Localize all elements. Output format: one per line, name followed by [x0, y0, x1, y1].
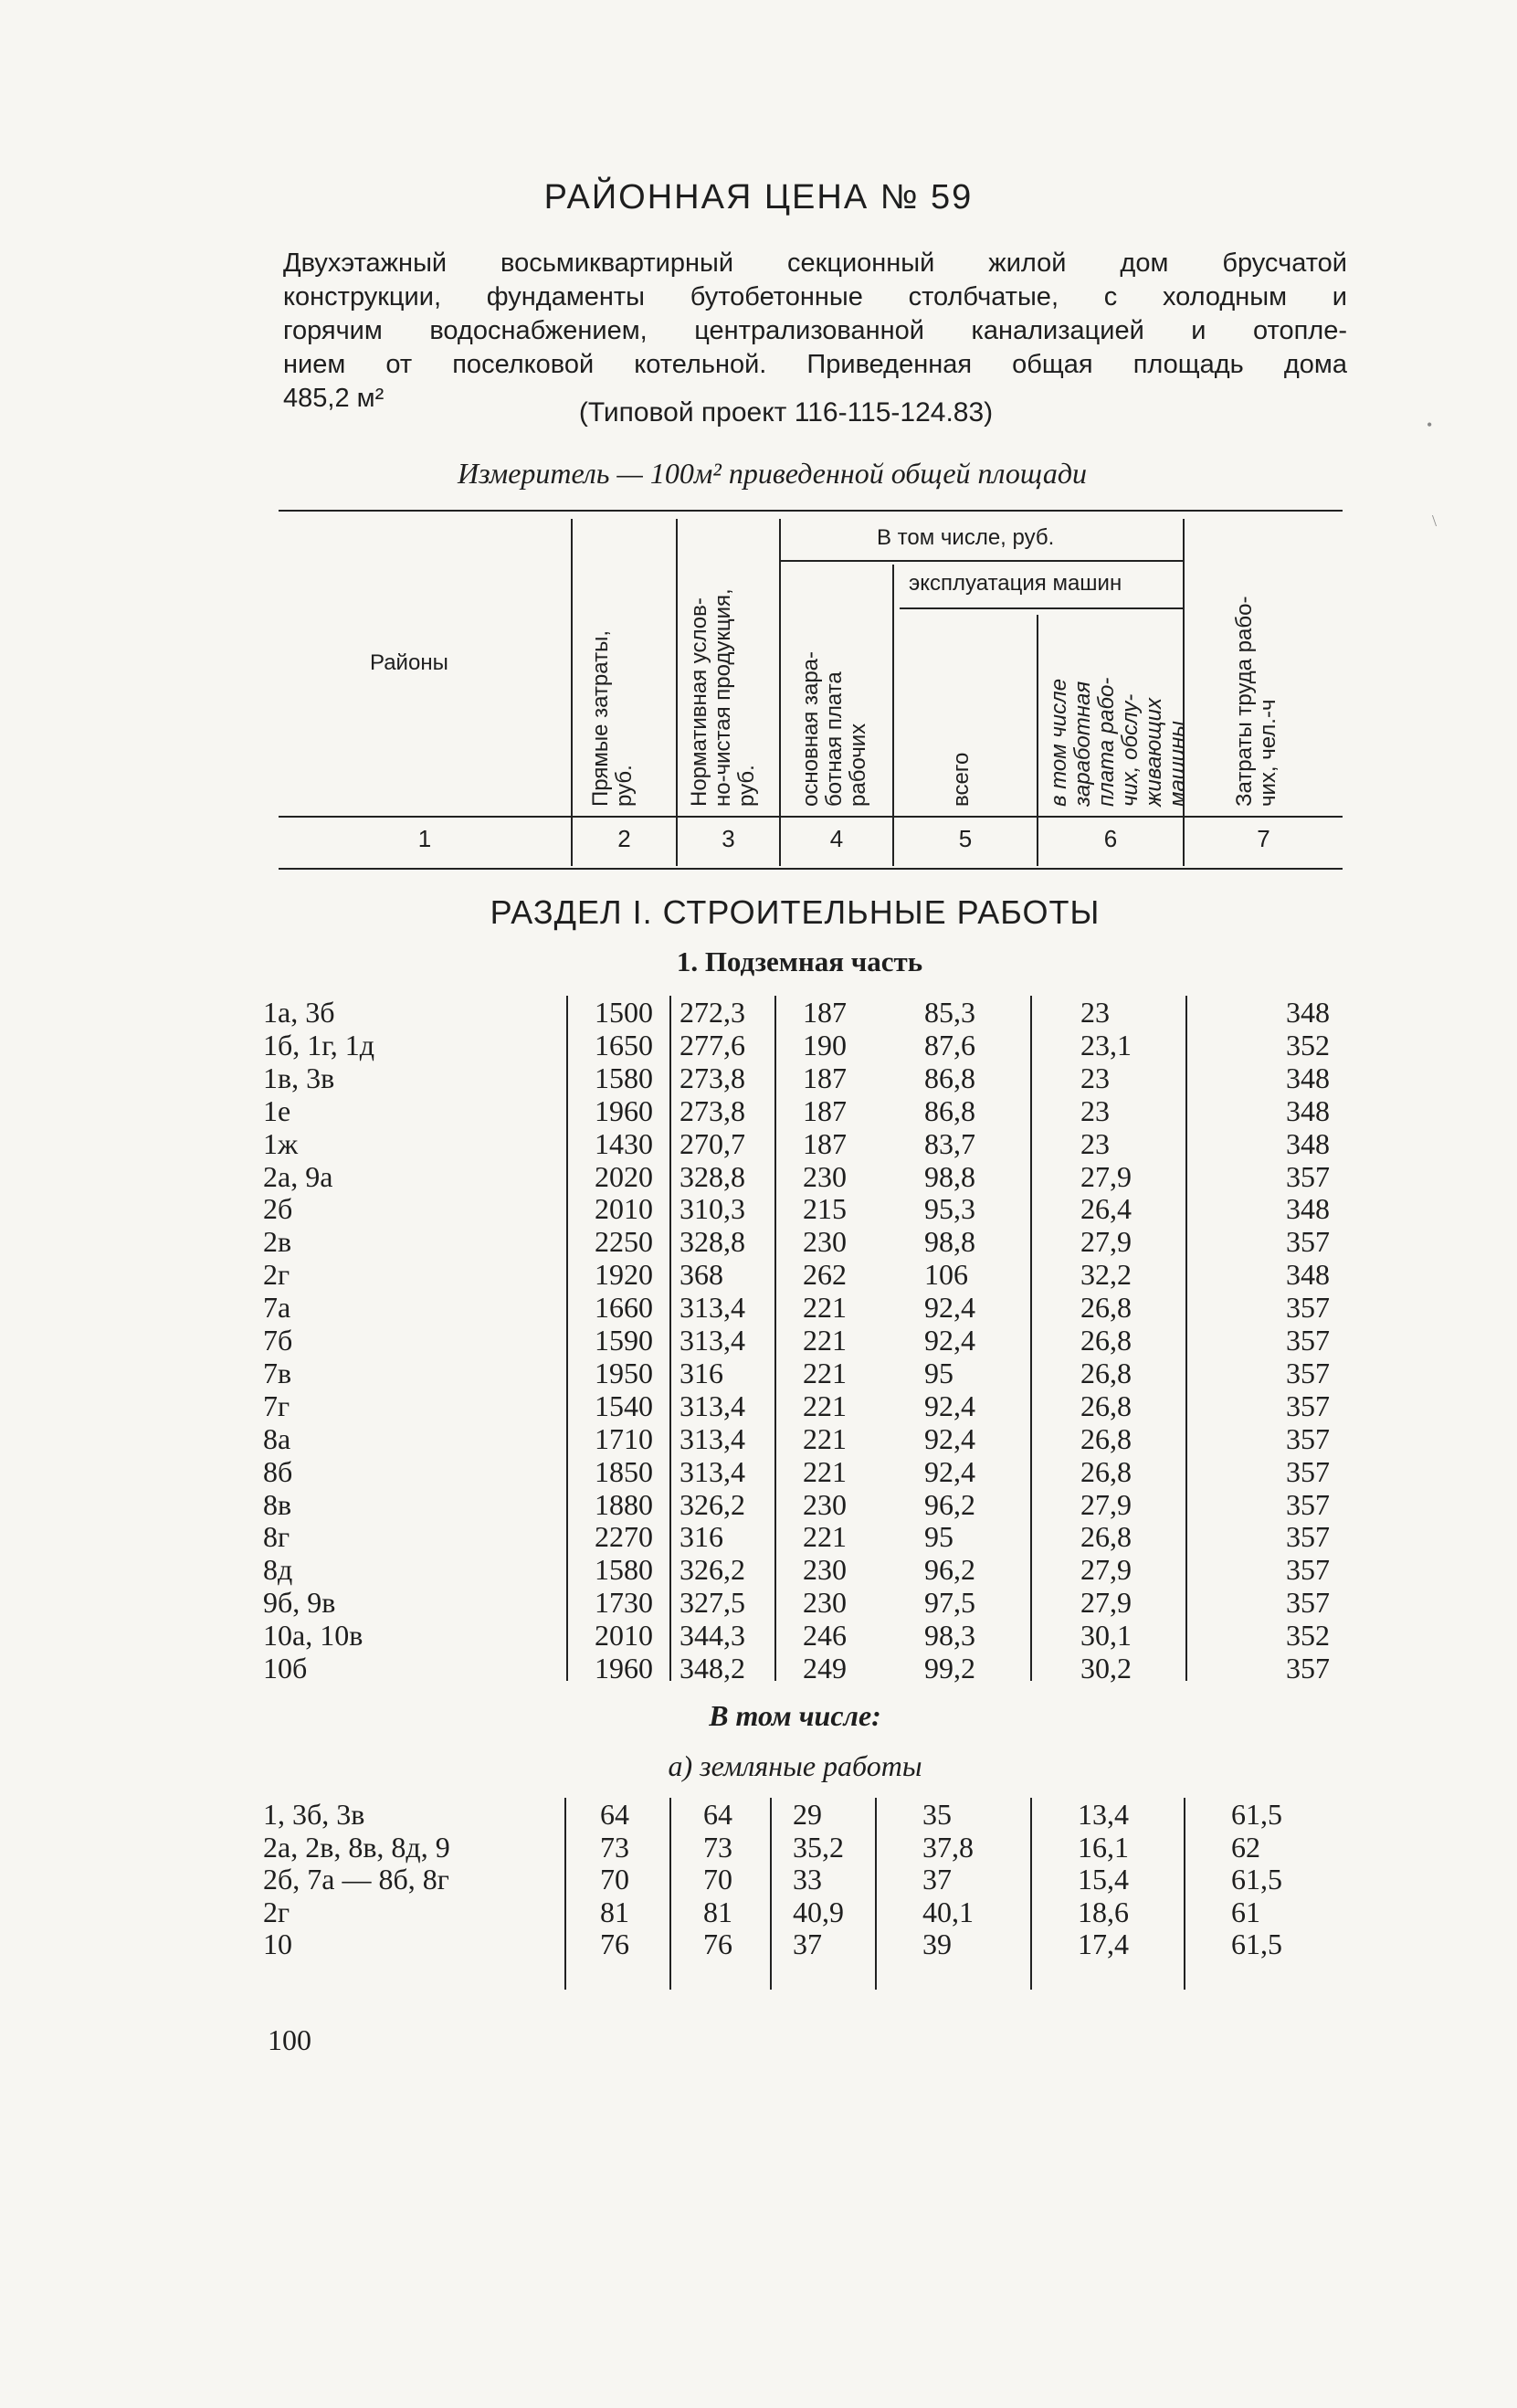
- table-cell: 1880: [595, 1487, 653, 1521]
- table-cell: 9б, 9в: [263, 1586, 336, 1620]
- table-cell: 18,6: [1078, 1895, 1129, 1928]
- table-cell: 8г: [263, 1520, 290, 1554]
- table-cell: 26,4: [1080, 1192, 1132, 1226]
- table-cell: 23: [1080, 1126, 1110, 1160]
- table-cell: 328,8: [679, 1225, 745, 1259]
- table-cell: 37,8: [922, 1830, 974, 1864]
- column-number: 2: [617, 825, 631, 852]
- table-cell: 7в: [263, 1356, 292, 1389]
- table-cell: 326,2: [679, 1553, 745, 1587]
- measure-unit: Измеритель — 100м² приведенной общей площади: [457, 457, 1088, 490]
- section-title: РАЗДЕЛ I. СТРОИТЕЛЬНЫЕ РАБОТЫ: [490, 893, 1101, 931]
- table-row: [263, 1831, 1341, 1864]
- table-cell: 313,4: [679, 1421, 745, 1455]
- table-cell: 81: [600, 1895, 629, 1928]
- table-cell: 23: [1080, 996, 1110, 1029]
- table-cell: 26,8: [1080, 1389, 1132, 1422]
- table-cell: 61,5: [1231, 1798, 1282, 1831]
- table-cell: 357: [1286, 1421, 1330, 1455]
- table-cell: 26,8: [1080, 1454, 1132, 1488]
- table-cell: 348: [1286, 1061, 1330, 1094]
- table-cell: 7а: [263, 1291, 291, 1325]
- table-cell: 64: [703, 1798, 732, 1831]
- table-cell: 1ж: [263, 1126, 299, 1160]
- table-cell: 262: [803, 1258, 847, 1292]
- subgroup-rule: [900, 607, 1183, 609]
- table-cell: 221: [803, 1520, 847, 1554]
- table-cell: 76: [600, 1927, 629, 1960]
- header-machines: эксплуатация машин: [909, 571, 1122, 596]
- table-cell: 23: [1080, 1061, 1110, 1094]
- table-row: [263, 1927, 1341, 1960]
- table-cell: 2б: [263, 1192, 293, 1226]
- table-cell: 344,3: [679, 1619, 745, 1653]
- table-cell: 310,3: [679, 1192, 745, 1226]
- header-direct-costs: Прямые затраты, руб.: [588, 630, 637, 807]
- table-cell: 35,2: [793, 1830, 844, 1864]
- table-cell: 357: [1286, 1520, 1330, 1554]
- table-row: [263, 1896, 1341, 1928]
- table-cell: 87,6: [924, 1028, 975, 1061]
- table-cell: 221: [803, 1356, 847, 1389]
- table-cell: 2г: [263, 1895, 290, 1928]
- table-cell: 230: [803, 1225, 847, 1259]
- table-cell: 230: [803, 1159, 847, 1193]
- table-cell: 13,4: [1078, 1798, 1129, 1831]
- table-cell: 187: [803, 996, 847, 1029]
- table-cell: 61,5: [1231, 1927, 1282, 1960]
- description-line: горячим водоснабжением, централизованной канализацией и отопле-: [283, 316, 1347, 345]
- table-cell: 357: [1286, 1225, 1330, 1259]
- group-rule: [781, 560, 1183, 562]
- table-cell: 92,4: [924, 1324, 975, 1357]
- table-cell: 1660: [595, 1291, 653, 1325]
- table-cell: 29: [793, 1798, 822, 1831]
- column-number: 3: [722, 825, 735, 852]
- table-cell: 1960: [595, 1093, 653, 1127]
- table-cell: 357: [1286, 1324, 1330, 1357]
- table-cell: 7б: [263, 1324, 293, 1357]
- table-cell: 16,1: [1078, 1830, 1129, 1864]
- table-cell: 17,4: [1078, 1927, 1129, 1960]
- table-cell: 1430: [595, 1126, 653, 1160]
- header-top-rule: [279, 510, 1343, 512]
- table-cell: 92,4: [924, 1389, 975, 1422]
- header-net-production: Нормативная услов- но-чистая продукция, руб.: [687, 588, 759, 807]
- table-cell: 348: [1286, 996, 1330, 1029]
- table-cell: 86,8: [924, 1061, 975, 1094]
- table-cell: 277,6: [679, 1028, 745, 1061]
- column-number: 7: [1257, 825, 1270, 852]
- table-cell: 70: [703, 1863, 732, 1896]
- table-cell: 316: [679, 1356, 723, 1389]
- table-cell: 1730: [595, 1586, 653, 1620]
- table-cell: 8б: [263, 1454, 293, 1488]
- scan-speck: \: [1432, 512, 1438, 530]
- table-row: [263, 1520, 1341, 1553]
- header-base-wage: основная зара- ботная плата рабочих: [798, 650, 870, 807]
- table-cell: 187: [803, 1093, 847, 1127]
- table-cell: 1е: [263, 1093, 291, 1127]
- table-cell: 70: [600, 1863, 629, 1896]
- table-cell: 1650: [595, 1028, 653, 1061]
- table-cell: 64: [600, 1798, 629, 1831]
- table-cell: 27,9: [1080, 1586, 1132, 1620]
- table-cell: 26,8: [1080, 1291, 1132, 1325]
- table-cell: 221: [803, 1291, 847, 1325]
- table-row: [263, 1258, 1341, 1291]
- table-cell: 40,1: [922, 1895, 974, 1928]
- table-cell: 1б, 1г, 1д: [263, 1028, 375, 1061]
- table-cell: 328,8: [679, 1159, 745, 1193]
- header-labor: Затраты труда рабо- чих, чел.-ч: [1232, 596, 1280, 807]
- table-cell: 106: [924, 1258, 968, 1292]
- header-regions: Районы: [370, 650, 448, 675]
- table-cell: 85,3: [924, 996, 975, 1029]
- table-cell: 26,8: [1080, 1356, 1132, 1389]
- table-cell: 10а, 10в: [263, 1619, 363, 1653]
- table-cell: 221: [803, 1454, 847, 1488]
- table-cell: 187: [803, 1126, 847, 1160]
- table-cell: 8в: [263, 1487, 292, 1521]
- table-cell: 40,9: [793, 1895, 844, 1928]
- table-cell: 92,4: [924, 1291, 975, 1325]
- table-cell: 8а: [263, 1421, 291, 1455]
- table-cell: 61: [1231, 1895, 1260, 1928]
- table-row: [263, 1324, 1341, 1357]
- table-cell: 81: [703, 1895, 732, 1928]
- table-cell: 2010: [595, 1192, 653, 1226]
- col-divider: [892, 565, 894, 866]
- including-title: В том числе:: [709, 1699, 881, 1732]
- table-cell: 2270: [595, 1520, 653, 1554]
- column-number: 4: [829, 825, 844, 852]
- table-row: [263, 1652, 1341, 1685]
- table-cell: 35: [922, 1798, 952, 1831]
- scan-speck: •: [1427, 416, 1433, 434]
- page-title: РАЙОННАЯ ЦЕНА № 59: [543, 178, 974, 217]
- table-cell: 27,9: [1080, 1159, 1132, 1193]
- table-cell: 357: [1286, 1389, 1330, 1422]
- table-row: [263, 1291, 1341, 1324]
- table-row: [263, 1357, 1341, 1389]
- table-cell: 27,9: [1080, 1553, 1132, 1587]
- table-cell: 2в: [263, 1225, 292, 1259]
- table-cell: 39: [922, 1927, 952, 1960]
- table-cell: 1960: [595, 1652, 653, 1685]
- table-cell: 273,8: [679, 1093, 745, 1127]
- table-cell: 313,4: [679, 1324, 745, 1357]
- table-cell: 76: [703, 1927, 732, 1960]
- header-group: В том числе, руб.: [877, 525, 1055, 550]
- table-cell: 33: [793, 1863, 822, 1896]
- table-cell: 221: [803, 1324, 847, 1357]
- table-cell: 1850: [595, 1454, 653, 1488]
- table-row: [263, 1061, 1341, 1094]
- table-cell: 357: [1286, 1487, 1330, 1521]
- table-row: [263, 1225, 1341, 1258]
- table-cell: 221: [803, 1389, 847, 1422]
- table-cell: 357: [1286, 1454, 1330, 1488]
- header-machines-total: всего: [949, 752, 974, 807]
- table-cell: 26,8: [1080, 1324, 1132, 1357]
- table-cell: 273,8: [679, 1061, 745, 1094]
- table-cell: 15,4: [1078, 1863, 1129, 1896]
- table-row: [263, 1619, 1341, 1652]
- table-row: [263, 1488, 1341, 1521]
- table-cell: 357: [1286, 1291, 1330, 1325]
- table-cell: 2010: [595, 1619, 653, 1653]
- table-cell: 230: [803, 1487, 847, 1521]
- table-cell: 95,3: [924, 1192, 975, 1226]
- description: [283, 247, 1347, 416]
- table-cell: 23,1: [1080, 1028, 1132, 1061]
- table-cell: 99,2: [924, 1652, 975, 1685]
- table-cell: 73: [600, 1830, 629, 1864]
- table-cell: 1540: [595, 1389, 653, 1422]
- table-cell: 2а, 2в, 8в, 8д, 9: [263, 1830, 450, 1864]
- table-cell: 316: [679, 1520, 723, 1554]
- table-cell: 2а, 9а: [263, 1159, 333, 1193]
- table-cell: 230: [803, 1553, 847, 1587]
- table-cell: 348: [1286, 1192, 1330, 1226]
- table-cell: 187: [803, 1061, 847, 1094]
- table-row: [263, 1553, 1341, 1586]
- table-cell: 357: [1286, 1553, 1330, 1587]
- table-row: [263, 1160, 1341, 1193]
- table-cell: 190: [803, 1028, 847, 1061]
- table-cell: 368: [679, 1258, 723, 1292]
- table-cell: 27,9: [1080, 1487, 1132, 1521]
- table-cell: 96,2: [924, 1487, 975, 1521]
- table-cell: 221: [803, 1421, 847, 1455]
- numbers-bottom-rule: [279, 868, 1343, 870]
- table-cell: 95: [924, 1520, 953, 1554]
- col-divider: [676, 519, 678, 866]
- table-cell: 352: [1286, 1619, 1330, 1653]
- table-row: [263, 1798, 1341, 1831]
- table-cell: 2б, 7а — 8б, 8г: [263, 1863, 449, 1896]
- table-row: [263, 1127, 1341, 1160]
- table-row: [263, 1389, 1341, 1422]
- table-row: [263, 1455, 1341, 1488]
- earthworks-table: [263, 1798, 1341, 1999]
- table-cell: 26,8: [1080, 1520, 1132, 1554]
- table-cell: 348: [1286, 1258, 1330, 1292]
- table-cell: 10б: [263, 1652, 308, 1685]
- table-row: [263, 1586, 1341, 1619]
- table-cell: 348,2: [679, 1652, 745, 1685]
- table-cell: 92,4: [924, 1454, 975, 1488]
- table-cell: 1590: [595, 1324, 653, 1357]
- table-cell: 30,2: [1080, 1652, 1132, 1685]
- table-cell: 249: [803, 1652, 847, 1685]
- table-cell: 357: [1286, 1586, 1330, 1620]
- table-cell: 1950: [595, 1356, 653, 1389]
- table-cell: 73: [703, 1830, 732, 1864]
- table-cell: 1920: [595, 1258, 653, 1292]
- table-cell: 26,8: [1080, 1421, 1132, 1455]
- table-cell: 272,3: [679, 996, 745, 1029]
- table-cell: 246: [803, 1619, 847, 1653]
- description-line: нием от поселковой котельной. Приведенная общая площадь дома: [283, 350, 1347, 379]
- table-cell: 32,2: [1080, 1258, 1132, 1292]
- table-cell: 27,9: [1080, 1225, 1132, 1259]
- table-cell: 1710: [595, 1421, 653, 1455]
- table-cell: 1а, 3б: [263, 996, 335, 1029]
- table-cell: 61,5: [1231, 1863, 1282, 1896]
- column-number: 5: [958, 825, 973, 852]
- col-divider: [571, 519, 573, 866]
- table-cell: 30,1: [1080, 1619, 1132, 1653]
- table-cell: 2г: [263, 1258, 290, 1292]
- table-cell: 23: [1080, 1093, 1110, 1127]
- table-header: [279, 510, 1343, 871]
- col-divider: [779, 519, 781, 866]
- table-cell: 348: [1286, 1126, 1330, 1160]
- table-cell: 313,4: [679, 1454, 745, 1488]
- table-cell: 95: [924, 1356, 953, 1389]
- table-cell: 1580: [595, 1061, 653, 1094]
- table-row: [263, 1192, 1341, 1225]
- table-cell: 230: [803, 1586, 847, 1620]
- table-cell: 98,8: [924, 1159, 975, 1193]
- table-cell: 357: [1286, 1652, 1330, 1685]
- table-cell: 86,8: [924, 1093, 975, 1127]
- subsection-title: 1. Подземная часть: [676, 945, 923, 977]
- table-cell: 98,3: [924, 1619, 975, 1653]
- main-table: [263, 996, 1341, 1690]
- table-cell: 62: [1231, 1830, 1260, 1864]
- table-cell: 326,2: [679, 1487, 745, 1521]
- table-row: [263, 1422, 1341, 1455]
- table-cell: 7г: [263, 1389, 290, 1422]
- table-row: [263, 1863, 1341, 1896]
- table-cell: 10: [263, 1927, 292, 1960]
- table-cell: 96,2: [924, 1553, 975, 1587]
- table-cell: 270,7: [679, 1126, 745, 1160]
- table-cell: 97,5: [924, 1586, 975, 1620]
- table-cell: 357: [1286, 1356, 1330, 1389]
- table-cell: 327,5: [679, 1586, 745, 1620]
- table-cell: 83,7: [924, 1126, 975, 1160]
- table-cell: 313,4: [679, 1291, 745, 1325]
- table-cell: 2020: [595, 1159, 653, 1193]
- table-cell: 1, 3б, 3в: [263, 1798, 365, 1831]
- table-row: [263, 1029, 1341, 1061]
- description-line: 485,2 м²: [283, 384, 385, 413]
- table-cell: 1580: [595, 1553, 653, 1587]
- table-cell: 37: [793, 1927, 822, 1960]
- table-cell: 352: [1286, 1028, 1330, 1061]
- table-cell: 357: [1286, 1159, 1330, 1193]
- table-cell: 92,4: [924, 1421, 975, 1455]
- table-cell: 1500: [595, 996, 653, 1029]
- table-cell: 2250: [595, 1225, 653, 1259]
- description-line: конструкции, фундаменты бутобетонные столбчатые, с холодным и: [283, 282, 1347, 312]
- table-cell: 1в, 3в: [263, 1061, 335, 1094]
- table-row: [263, 1094, 1341, 1127]
- column-number: 6: [1103, 825, 1118, 852]
- table-row: [263, 996, 1341, 1029]
- description-line: Двухэтажный восьмиквартирный секционный жилой дом брусчатой: [283, 248, 1347, 278]
- header-machine-wage: в том числе заработная плата рабо- чих, обслу- живающих машины: [1047, 677, 1190, 807]
- column-number: 1: [417, 825, 432, 852]
- table-cell: 215: [803, 1192, 847, 1226]
- table-cell: 37: [922, 1863, 952, 1896]
- earthworks-title: а) земляные работы: [668, 1749, 922, 1782]
- table-cell: 348: [1286, 1093, 1330, 1127]
- page-number: 100: [268, 2023, 311, 2056]
- table-cell: 98,8: [924, 1225, 975, 1259]
- table-cell: 8д: [263, 1553, 293, 1587]
- project-reference: (Типовой проект 116-115-124.83): [578, 397, 994, 428]
- table-cell: 313,4: [679, 1389, 745, 1422]
